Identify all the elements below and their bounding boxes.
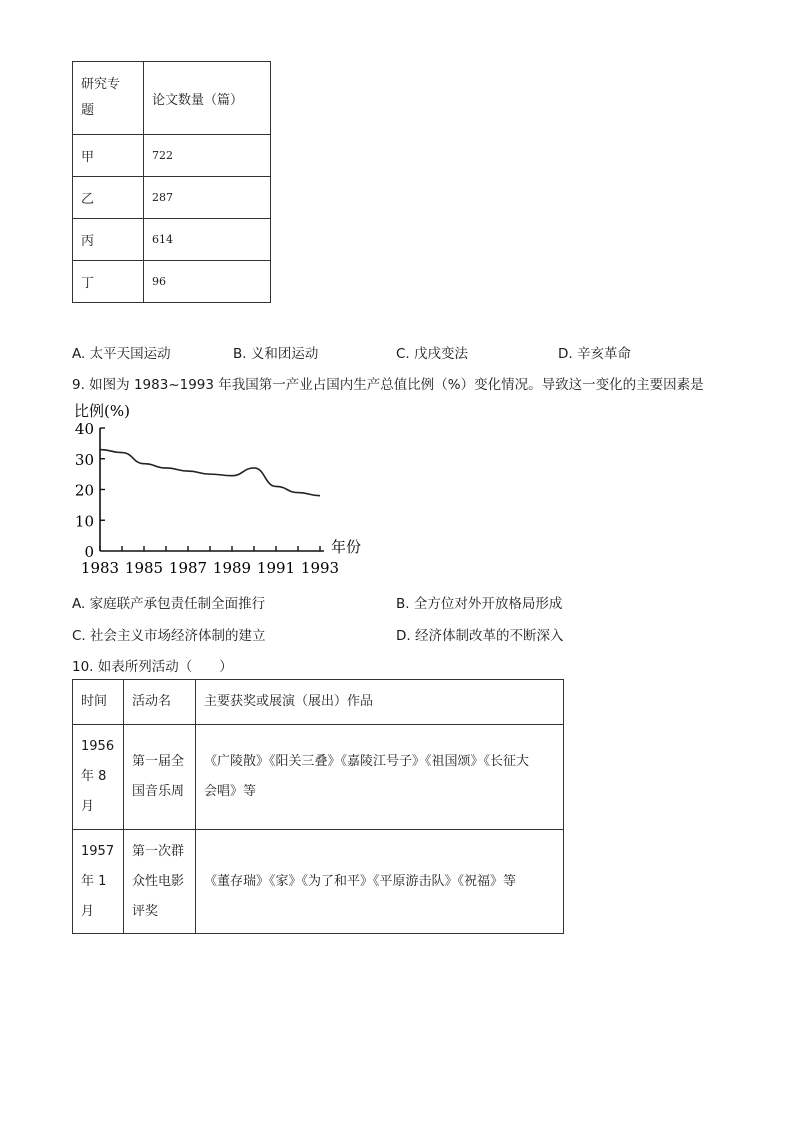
time-line: 1957	[81, 843, 115, 859]
table-row	[73, 135, 271, 177]
works-cell	[196, 725, 564, 830]
y-tick-label: 0	[84, 543, 94, 561]
activity-line: 国音乐周	[132, 784, 185, 799]
header-cell-count: 论文数量（篇）	[144, 62, 271, 135]
count-cell: 722	[144, 135, 271, 177]
x-tick-label: 1989	[212, 559, 252, 577]
activity-line: 众性电影	[132, 873, 185, 889]
q8-option-b[interactable]: B. 义和团运动	[233, 346, 319, 362]
time-line: 1956	[81, 739, 115, 754]
q9-option-a[interactable]: A. 家庭联产承包责任制全面推行	[72, 596, 266, 612]
x-tick-label: 1985	[124, 559, 164, 577]
count-cell: 96	[144, 261, 271, 303]
table-row	[73, 261, 271, 303]
topic-table	[72, 61, 271, 303]
works-cell	[196, 830, 564, 934]
table-header-row	[73, 680, 564, 725]
topic-cell: 丁	[73, 261, 144, 303]
activity-line: 第一次群	[132, 843, 185, 859]
time-cell	[73, 830, 124, 934]
header-cell-activity: 活动名	[124, 680, 196, 725]
topic-cell: 丙	[73, 219, 144, 261]
activities-table	[72, 679, 564, 934]
table-row	[73, 725, 564, 830]
y-tick-label: 20	[74, 481, 94, 500]
x-tick-label: 1991	[256, 559, 296, 577]
header-topic-line: 题	[81, 103, 95, 118]
activity-line: 评奖	[132, 903, 159, 919]
table-row	[73, 219, 271, 261]
q8-option-c[interactable]: C. 戊戌变法	[396, 346, 469, 362]
q8-option-d[interactable]: D. 辛亥革命	[558, 346, 631, 362]
activity-cell	[124, 725, 196, 830]
q9-option-c[interactable]: C. 社会主义市场经济体制的建立	[72, 628, 266, 644]
y-tick-label: 40	[74, 420, 94, 438]
q9-stem: 9. 如图为 1983~1993 年我国第一产业占国内生产总值比例（%）变化情况。导致这一变化的主要因素是	[72, 377, 704, 393]
y-axis-label: 比例(%)	[74, 402, 130, 420]
table-row	[73, 830, 564, 934]
q10-stem: 10. 如表所列活动（ ）	[72, 659, 233, 675]
time-line: 年 8	[81, 769, 107, 784]
time-cell	[73, 725, 124, 830]
time-line: 月	[81, 903, 95, 919]
time-line: 年 1	[81, 873, 107, 889]
count-cell: 287	[144, 177, 271, 219]
works-line: 《董存瑞》《家》《为了和平》《平原游击队》《祝福》等	[204, 873, 517, 889]
y-tick-label: 10	[74, 512, 94, 531]
topic-cell: 甲	[73, 135, 144, 177]
x-tick-label: 1987	[168, 559, 208, 577]
q9-option-d[interactable]: D. 经济体制改革的不断深入	[396, 628, 564, 644]
x-tick-label: 1993	[300, 559, 340, 577]
y-tick-label: 30	[74, 450, 94, 469]
table-header-row	[73, 62, 271, 135]
activity-cell	[124, 830, 196, 934]
time-line: 月	[81, 799, 95, 814]
topic-cell: 乙	[73, 177, 144, 219]
header-cell-works: 主要获奖或展演（展出）作品	[196, 680, 564, 725]
q9-option-b[interactable]: B. 全方位对外开放格局形成	[396, 596, 563, 612]
activity-line: 第一届全	[132, 754, 185, 769]
x-tick-label: 1983	[80, 559, 120, 577]
works-line: 会唱》等	[204, 784, 257, 799]
header-cell-time: 时间	[73, 680, 124, 725]
q8-option-a[interactable]: A. 太平天国运动	[72, 346, 171, 362]
header-cell-topic	[73, 62, 144, 135]
table-row	[73, 177, 271, 219]
series-line	[100, 450, 320, 496]
count-cell: 614	[144, 219, 271, 261]
gdp-share-chart	[0, 395, 400, 585]
works-line: 《广陵散》《阳关三叠》《嘉陵江号子》《祖国颂》《长征大	[204, 754, 530, 769]
x-axis-label: 年份	[331, 538, 362, 556]
header-topic-line: 研究专	[81, 77, 121, 92]
